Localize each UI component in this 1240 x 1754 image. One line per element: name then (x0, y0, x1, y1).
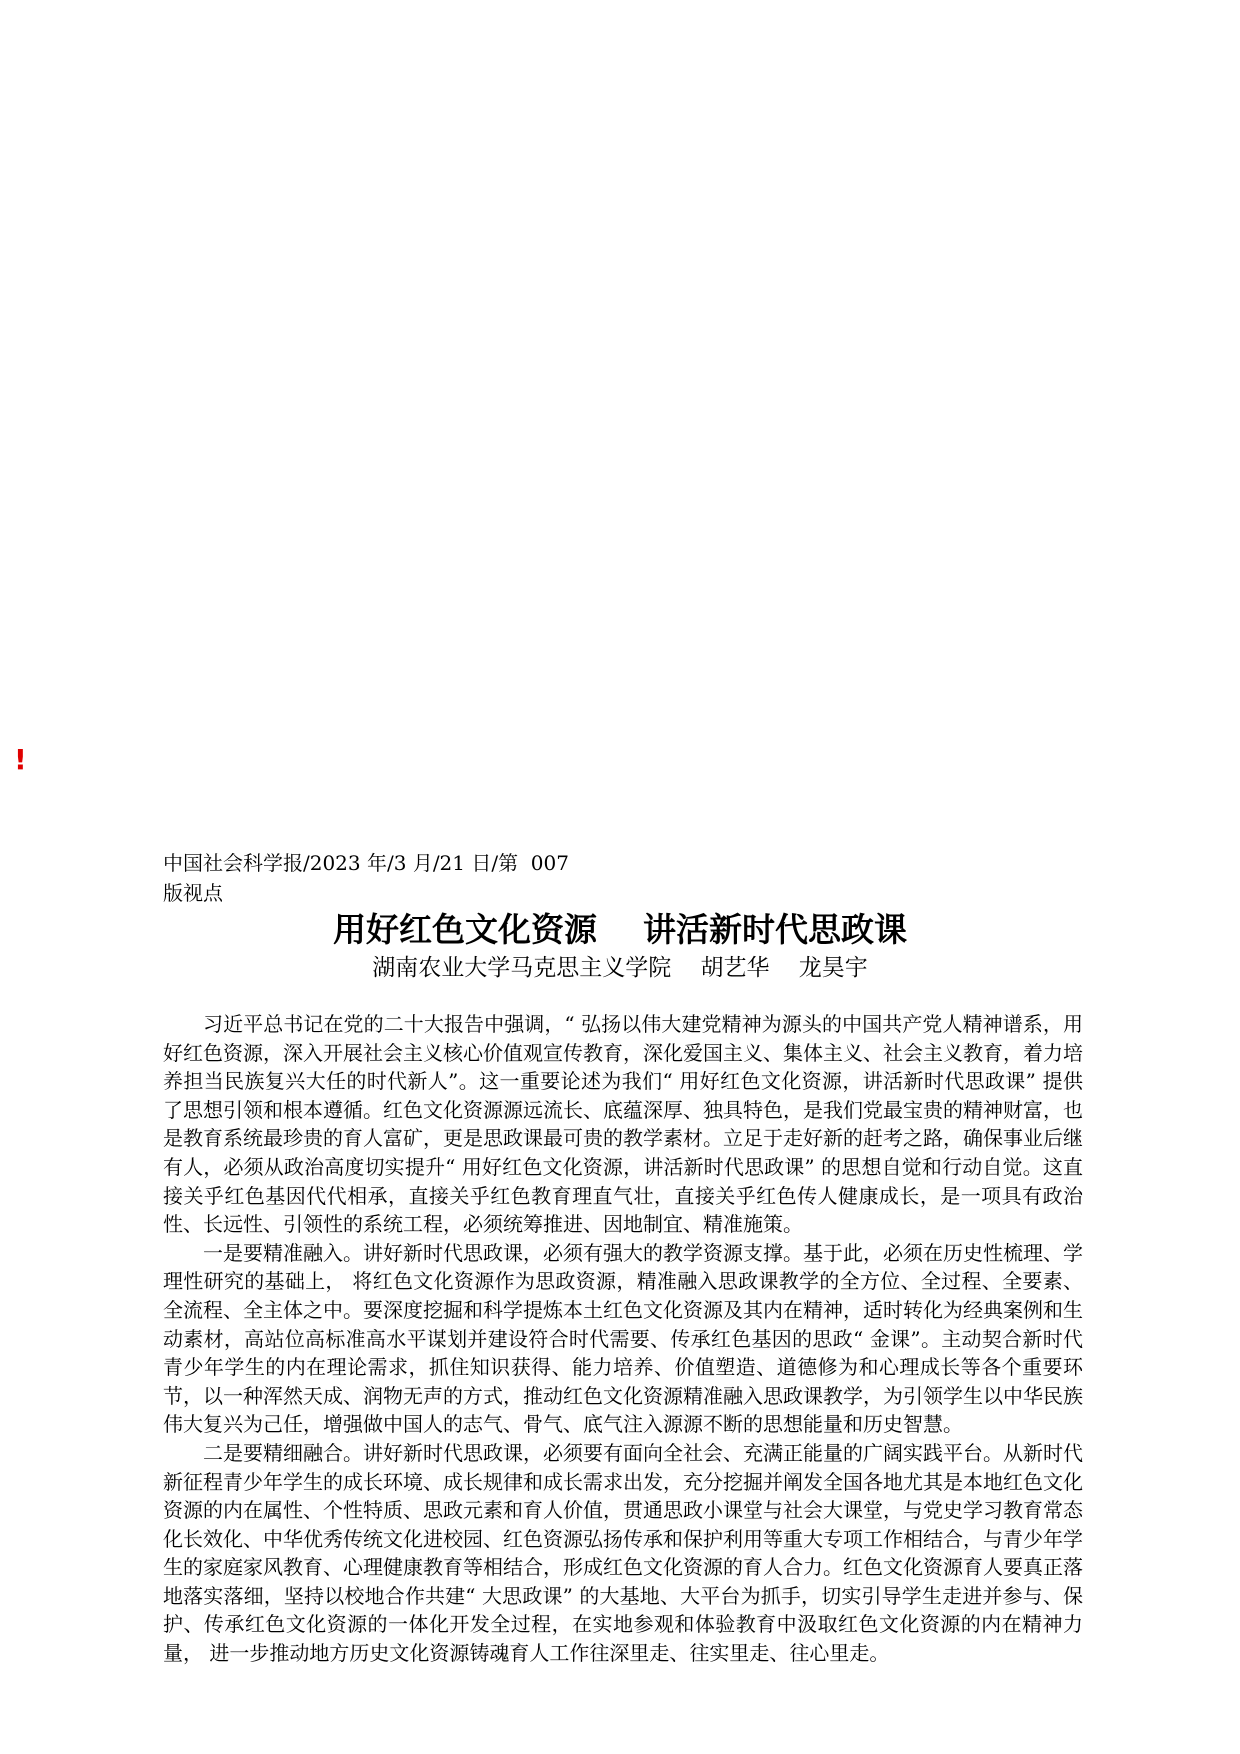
article-body (163, 1010, 1083, 1668)
source-citation (163, 848, 1103, 908)
paragraph-intro: 习近平总书记在党的二十大报告中强调，“ 弘扬以伟大建党精神为源头的中国共产党人精神谱系，用好红色资源，深入开展社会主义核心价值观宣传教育，深化爱国主义、集体主义、社会主义教育，着力培养担当民族复兴大任的时代新人”。这一重要论述为我们“ 用好红色文化资源，讲活新时代思政课” 提供了思想引领和根本遵循。红色文化资源源远流长、底蕴深厚、独具特色，是我们党最宝贵的精神财富，也是教育系统最珍贵的育人富矿，更是思政课最可贵的教学素材。立足于走好新的赶考之路，确保事业后继有人，必须从政治高度切实提升“ 用好红色文化资源，讲活新时代思政课” 的思想自觉和行动自觉。这直接关乎红色基因代代相承，直接关乎红色教育理直气壮，直接关乎红色传人健康成长，是一项具有政治性、长远性、引领性的系统工程，必须统筹推进、因地制宜、精准施策。 (163, 1012, 1083, 1237)
red-exclamation-mark: ! (14, 743, 27, 776)
article-title: 用好红色文化资源 讲活新时代思政课 (333, 910, 907, 949)
source-line-2: 版视点 (163, 881, 223, 905)
paragraph-second-point: 二是要精细融合。讲好新时代思政课，必须要有面向全社会、充满正能量的广阔实践平台。从新时代新征程青少年学生的成长环境、成长规律和成长需求出发，充分挖掘并阐发全国各地尤其是本地红色文化资源的内在属性、个性特质、思政元素和育人价值，贯通思政小课堂与社会大课堂，与党史学习教育常态化长效化、中华优秀传统文化进校园、红色资源弘扬传承和保护利用等重大专项工作相结合，与青少年学生的家庭家风教育、心理健康教育等相结合，形成红色文化资源的育人合力。红色文化资源育人要真正落地落实落细，坚持以校地合作共建“ 大思政课” 的大基地、大平台为抓手，切实引导学生走进并参与、保护、传承红色文化资源的一体化开发全过程，在实地参观和体验教育中汲取红色文化资源的内在精神力量， 进一步推动地方历史文化资源铸魂育人工作往深里走、往实里走、往心里走。 (163, 1440, 1083, 1666)
source-line-1: 中国社会科学报/2023 年/3 月/21 日/第 007 (163, 851, 569, 875)
paragraph-first-point: 一是要精准融入。讲好新时代思政课，必须有强大的教学资源支撑。基于此，必须在历史性梳理、学理性研究的基础上， 将红色文化资源作为思政资源，精准融入思政课教学的全方位、全过程、全要素、全流程、全主体之中。要深度挖掘和科学提炼本土红色文化资源及其内在精神，适时转化为经典案例和生动素材，高站位高标准高水平谋划并建设符合时代需要、传承红色基因的思政“ 金课”。主动契合新时代青少年学生的内在理论需求，抓住知识获得、能力培养、价值塑造、道德修为和心理成长等各个重要环节，以一种浑然天成、润物无声的方式，推动红色文化资源精准融入思政课教学，为引领学生以中华民族伟大复兴为己任，增强做中国人的志气、骨气、底气注入源源不断的思想能量和历史智慧。 (163, 1240, 1083, 1437)
article-byline: 湖南农业大学马克思主义学院 胡艺华 龙昊宇 (372, 955, 868, 981)
